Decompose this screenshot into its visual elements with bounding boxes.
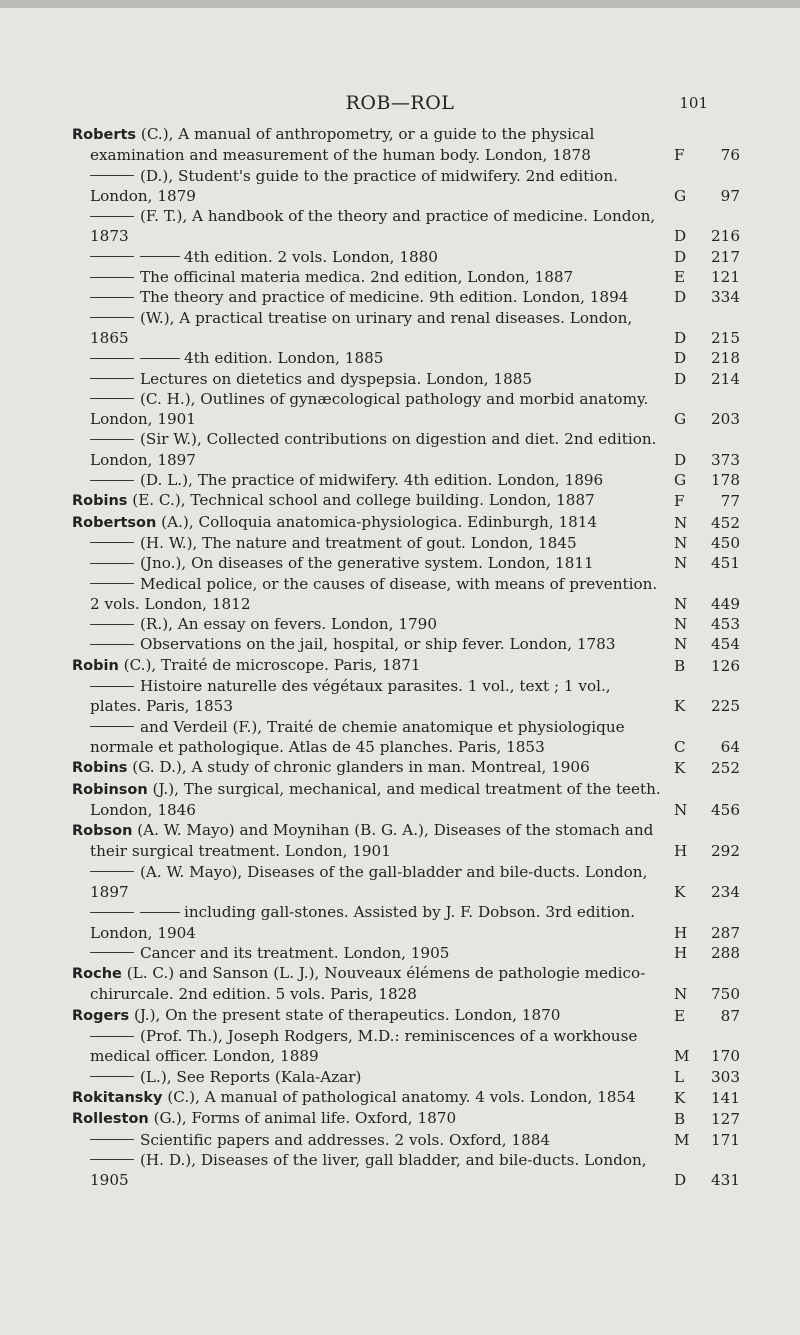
- entry-body: [72, 1087, 664, 1108]
- entry-title: Observations on the jail, hospital, or ship fever. London, 1783: [140, 635, 616, 654]
- location-number: 77: [720, 492, 740, 511]
- ditto-rule: [140, 358, 180, 359]
- location-number: 292: [711, 842, 740, 861]
- index-entry: [72, 634, 740, 654]
- entry-author: Rolleston: [72, 1111, 149, 1128]
- entry-title: (Jno.), On diseases of the generative system. London, 1811: [140, 554, 594, 573]
- entry-location: [664, 470, 740, 490]
- location-number: 287: [711, 923, 740, 942]
- entry-title: (J.), The surgical, mechanical, and medical treatment of the teeth. London, 1846: [90, 779, 661, 819]
- page-number: 101: [679, 94, 708, 112]
- location-number: 121: [711, 268, 740, 287]
- entry-body: [72, 779, 664, 821]
- location-letter: M: [674, 1130, 690, 1149]
- location-number: 87: [720, 1006, 740, 1025]
- index-entry: [72, 820, 740, 862]
- running-head: ROB—ROL: [345, 92, 455, 114]
- location-number: 451: [711, 554, 740, 573]
- entry-title: (D.), Student's guide to the practice of midwifery. 2nd edition. London, 1879: [90, 166, 618, 205]
- index-entry: [72, 779, 740, 821]
- index-entry: [72, 369, 740, 389]
- entry-body: [72, 166, 664, 207]
- location-letter: L: [674, 1067, 685, 1086]
- location-number: 170: [711, 1047, 740, 1066]
- entry-location: [664, 737, 740, 757]
- index-entry: [72, 267, 740, 287]
- ditto-rule: [90, 175, 134, 176]
- ditto-rule: [140, 912, 180, 913]
- entry-body: [72, 1130, 664, 1150]
- index-entry: [72, 287, 740, 307]
- ditto-rule: [90, 378, 134, 379]
- entry-body: [72, 389, 664, 430]
- entry-location: [664, 800, 740, 820]
- ditto-rule: [90, 398, 134, 399]
- index-entry: [72, 655, 740, 676]
- ditto-rule: [90, 1076, 134, 1077]
- index-entry: [72, 1150, 740, 1191]
- entry-author: Robson: [72, 823, 133, 840]
- location-number: 76: [720, 146, 740, 165]
- entry-title: (Prof. Th.), Joseph Rodgers, M.D.: reminiscences of a workhouse medical officer. London, 1889: [90, 1027, 638, 1066]
- location-letter: K: [674, 882, 686, 901]
- ditto-rule: [90, 644, 134, 645]
- entry-location: [664, 287, 740, 307]
- index-entry: [72, 902, 740, 943]
- entry-title: Lectures on dietetics and dyspepsia. London, 1885: [140, 369, 533, 388]
- entry-title: (G. D.), A study of chronic glanders in man. Montreal, 1906: [127, 758, 590, 777]
- index-entry: [72, 247, 740, 267]
- entry-location: [664, 553, 740, 573]
- entry-title: The officinal materia medica. 2nd edition, London, 1887: [140, 268, 574, 287]
- page-edge-shadow: [0, 0, 800, 8]
- ditto-rule: [90, 583, 134, 584]
- index-entry: [72, 614, 740, 634]
- entry-location: [664, 348, 740, 368]
- location-letter: D: [674, 1171, 687, 1190]
- location-letter: D: [674, 328, 687, 347]
- location-letter: N: [674, 635, 688, 654]
- ditto-rule: [90, 439, 134, 440]
- entry-body: [72, 553, 664, 573]
- location-letter: N: [674, 615, 688, 634]
- ditto-rule: [90, 1036, 134, 1037]
- index-entry: [72, 470, 740, 490]
- entry-body: [72, 533, 664, 553]
- entry-location: [664, 1088, 740, 1108]
- location-number: 431: [711, 1171, 740, 1190]
- entry-location: [664, 943, 740, 963]
- entry-body: [72, 1067, 664, 1087]
- index-entry: [72, 862, 740, 903]
- entry-body: [72, 614, 664, 634]
- location-number: 288: [711, 943, 740, 962]
- location-number: 171: [711, 1130, 740, 1149]
- location-number: 97: [720, 186, 740, 205]
- location-letter: H: [674, 923, 688, 942]
- location-number: 216: [711, 227, 740, 246]
- location-letter: G: [674, 186, 687, 205]
- location-letter: D: [674, 247, 687, 266]
- entry-author: Roche: [72, 966, 122, 983]
- entry-title: (C.), A manual of anthropometry, or a guide to the physical examination and measurement of the human body. London, 1878: [90, 125, 595, 165]
- index-entry: [72, 757, 740, 778]
- entry-title: (H. W.), The nature and treatment of gout. London, 1845: [140, 533, 577, 552]
- location-letter: M: [674, 1047, 690, 1066]
- entry-title: (J.), On the present state of therapeutics. London, 1870: [129, 1005, 561, 1024]
- entry-location: [664, 696, 740, 716]
- location-letter: D: [674, 288, 687, 307]
- ditto-rule: [90, 277, 134, 278]
- entry-title: (A.), Colloquia anatomica-physiologica. Edinburgh, 1814: [156, 512, 598, 531]
- entry-location: [664, 923, 740, 943]
- location-letter: H: [674, 842, 688, 861]
- location-number: 214: [711, 369, 740, 388]
- entry-body: [72, 124, 664, 166]
- entry-body: [72, 963, 664, 1005]
- location-number: 449: [711, 594, 740, 613]
- entry-body: [72, 574, 664, 615]
- entry-title: Medical police, or the causes of disease, with means of prevention. 2 vols. London, 1812: [90, 574, 658, 613]
- index-entry: [72, 1067, 740, 1087]
- entry-location: [664, 758, 740, 778]
- location-letter: E: [674, 1006, 686, 1025]
- entry-author: Robertson: [72, 514, 157, 531]
- location-number: 452: [711, 513, 740, 532]
- entry-body: [72, 634, 664, 654]
- entry-body: [72, 267, 664, 287]
- entry-title: (H. D.), Diseases of the liver, gall bladder, and bile-ducts. London, 1905: [90, 1150, 647, 1190]
- location-number: 456: [711, 800, 740, 819]
- entry-author: Robin: [72, 657, 119, 674]
- entry-location: [664, 634, 740, 654]
- ditto-rule: [90, 317, 134, 318]
- entry-title: including gall-stones. Assisted by J. F. Dobson. 3rd edition. London, 1904: [90, 903, 636, 942]
- index-entry: [72, 943, 740, 963]
- ditto-rule: [90, 297, 134, 298]
- entry-location: [664, 614, 740, 634]
- entry-title: (L. C.) and Sanson (L. J.), Nouveaux élémens de pathologie medico-chirurcale. 2nd edition. 5 vols. Paris, 1828: [90, 964, 646, 1004]
- location-number: 203: [711, 410, 740, 429]
- location-number: 373: [711, 450, 740, 469]
- location-number: 252: [711, 759, 740, 778]
- location-number: 454: [711, 635, 740, 654]
- index-entry-list: [72, 124, 740, 1190]
- ditto-rule: [90, 686, 134, 687]
- location-letter: D: [674, 450, 687, 469]
- location-letter: G: [674, 410, 687, 429]
- entry-body: [72, 287, 664, 307]
- entry-body: [72, 490, 664, 511]
- entry-title: (Sir W.), Collected contributions on digestion and diet. 2nd edition. London, 1897: [90, 430, 657, 469]
- entry-body: [72, 943, 664, 963]
- entry-body: [72, 655, 664, 676]
- location-letter: N: [674, 594, 688, 613]
- entry-location: [664, 145, 740, 165]
- location-letter: D: [674, 369, 687, 388]
- entry-title: (G.), Forms of animal life. Oxford, 1870: [148, 1109, 457, 1128]
- location-letter: N: [674, 554, 688, 573]
- entry-author: Robins: [72, 760, 128, 777]
- entry-title: 4th edition. 2 vols. London, 1880: [184, 247, 438, 266]
- entry-title: Scientific papers and addresses. 2 vols. Oxford, 1884: [140, 1130, 551, 1149]
- location-letter: N: [674, 533, 688, 552]
- location-number: 303: [711, 1067, 740, 1086]
- ditto-rule: [90, 358, 134, 359]
- entry-body: [72, 1005, 664, 1026]
- entry-body: [72, 1108, 664, 1129]
- index-entry: [72, 308, 740, 349]
- entry-body: [72, 1026, 664, 1067]
- location-number: 218: [711, 349, 740, 368]
- index-entry: [72, 574, 740, 615]
- entry-body: [72, 369, 664, 389]
- ditto-rule: [90, 871, 134, 872]
- location-letter: G: [674, 471, 687, 490]
- entry-title: (C. H.), Outlines of gynæcological pathology and morbid anatomy. London, 1901: [90, 389, 649, 429]
- index-entry: [72, 963, 740, 1005]
- location-letter: D: [674, 227, 687, 246]
- entry-title: (R.), An essay on fevers. London, 1790: [140, 615, 437, 634]
- index-entry: [72, 1087, 740, 1108]
- ditto-rule: [90, 1159, 134, 1160]
- page-header: [0, 92, 800, 116]
- index-entry: [72, 512, 740, 533]
- ditto-rule: [90, 542, 134, 543]
- location-letter: N: [674, 985, 688, 1004]
- entry-location: [664, 491, 740, 511]
- location-letter: D: [674, 349, 687, 368]
- entry-title: and Verdeil (F.), Traité de chemie anatomique et physiologique normale et pathologique. Atlas de 45 planches. Paris, 1853: [90, 717, 625, 756]
- entry-title: (A. W. Mayo) and Moynihan (B. G. A.), Diseases of the stomach and their surgical treatment. London, 1901: [90, 821, 654, 861]
- index-entry: [72, 676, 740, 717]
- location-letter: E: [674, 268, 686, 287]
- entry-author: Rogers: [72, 1007, 130, 1024]
- ditto-rule: [90, 563, 134, 564]
- ditto-rule: [90, 624, 134, 625]
- entry-location: [664, 328, 740, 348]
- entry-location: [664, 1170, 740, 1190]
- entry-body: [72, 512, 664, 533]
- entry-location: [664, 369, 740, 389]
- location-letter: C: [674, 737, 686, 756]
- entry-body: [72, 757, 664, 778]
- index-entry: [72, 166, 740, 207]
- entry-author: Robinson: [72, 781, 148, 798]
- entry-title: 4th edition. London, 1885: [184, 349, 384, 368]
- location-letter: K: [674, 697, 686, 716]
- entry-location: [664, 1109, 740, 1129]
- index-entry: [72, 124, 740, 166]
- entry-author: Robins: [72, 493, 128, 510]
- entry-body: [72, 429, 664, 470]
- location-number: 141: [711, 1088, 740, 1107]
- entry-location: [664, 1130, 740, 1150]
- entry-location: [664, 226, 740, 246]
- ditto-rule: [90, 912, 134, 913]
- ditto-rule: [90, 726, 134, 727]
- entry-author: Roberts: [72, 127, 137, 143]
- entry-location: [664, 656, 740, 676]
- index-entry: [72, 717, 740, 758]
- entry-location: [664, 984, 740, 1004]
- entry-body: [72, 247, 664, 267]
- entry-location: [664, 1067, 740, 1087]
- ditto-rule: [140, 256, 180, 257]
- entry-location: [664, 841, 740, 861]
- location-number: 217: [711, 247, 740, 266]
- entry-author: Rokitansky: [72, 1089, 163, 1106]
- entry-title: (D. L.), The practice of midwifery. 4th edition. London, 1896: [140, 471, 604, 490]
- entry-body: [72, 206, 664, 247]
- entry-title: Cancer and its treatment. London, 1905: [140, 943, 450, 962]
- entry-location: [664, 533, 740, 553]
- location-letter: H: [674, 943, 688, 962]
- entry-title: (C.), A manual of pathological anatomy. 4 vols. London, 1854: [162, 1087, 636, 1106]
- ditto-rule: [90, 952, 134, 953]
- entry-body: [72, 348, 664, 368]
- ditto-rule: [90, 1139, 134, 1140]
- entry-location: [664, 267, 740, 287]
- entry-location: [664, 186, 740, 206]
- entry-body: [72, 717, 664, 758]
- index-entry: [72, 490, 740, 511]
- entry-body: [72, 820, 664, 862]
- index-entry: [72, 389, 740, 430]
- entry-title: (F. T.), A handbook of the theory and practice of medicine. London, 1873: [90, 207, 656, 246]
- ditto-rule: [90, 480, 134, 481]
- location-number: 178: [711, 471, 740, 490]
- entry-title: The theory and practice of medicine. 9th edition. London, 1894: [140, 288, 629, 307]
- index-entry: [72, 348, 740, 368]
- entry-body: [72, 862, 664, 903]
- location-number: 127: [711, 1110, 740, 1129]
- entry-location: [664, 1006, 740, 1026]
- entry-location: [664, 513, 740, 533]
- index-entry: [72, 429, 740, 470]
- location-number: 450: [711, 533, 740, 552]
- index-entry: [72, 553, 740, 573]
- location-letter: K: [674, 759, 686, 778]
- index-entry: [72, 1108, 740, 1129]
- entry-title: (W.), A practical treatise on urinary and renal diseases. London, 1865: [90, 308, 633, 347]
- location-number: 334: [711, 288, 740, 307]
- entry-body: [72, 902, 664, 943]
- location-letter: B: [674, 656, 686, 675]
- entry-location: [664, 594, 740, 614]
- entry-location: [664, 247, 740, 267]
- location-number: 453: [711, 615, 740, 634]
- location-number: 64: [720, 737, 740, 756]
- entry-title: (L.), See Reports (Kala-Azar): [140, 1067, 362, 1086]
- index-entry: [72, 206, 740, 247]
- location-number: 234: [711, 882, 740, 901]
- index-entry: [72, 1005, 740, 1026]
- entry-body: [72, 470, 664, 490]
- ditto-rule: [90, 216, 134, 217]
- entry-location: [664, 882, 740, 902]
- entry-body: [72, 1150, 664, 1191]
- ditto-rule: [90, 256, 134, 257]
- location-letter: N: [674, 800, 688, 819]
- location-number: 225: [711, 697, 740, 716]
- entry-location: [664, 409, 740, 429]
- entry-title: Histoire naturelle des végétaux parasites. 1 vol., text ; 1 vol., plates. Paris, 1853: [90, 677, 611, 716]
- location-letter: F: [674, 492, 685, 511]
- entry-location: [664, 450, 740, 470]
- location-letter: F: [674, 146, 685, 165]
- entry-title: (A. W. Mayo), Diseases of the gall-bladder and bile-ducts. London, 1897: [90, 862, 648, 901]
- location-number: 126: [711, 656, 740, 675]
- entry-body: [72, 676, 664, 717]
- entry-location: [664, 1046, 740, 1066]
- location-number: 750: [711, 985, 740, 1004]
- index-entry: [72, 533, 740, 553]
- index-entry: [72, 1026, 740, 1067]
- index-entry: [72, 1130, 740, 1150]
- location-letter: K: [674, 1088, 686, 1107]
- location-number: 215: [711, 328, 740, 347]
- entry-body: [72, 308, 664, 349]
- location-letter: B: [674, 1110, 686, 1129]
- entry-title: (E. C.), Technical school and college building. London, 1887: [127, 491, 595, 510]
- entry-title: (C.), Traité de microscope. Paris, 1871: [118, 655, 421, 674]
- location-letter: N: [674, 513, 688, 532]
